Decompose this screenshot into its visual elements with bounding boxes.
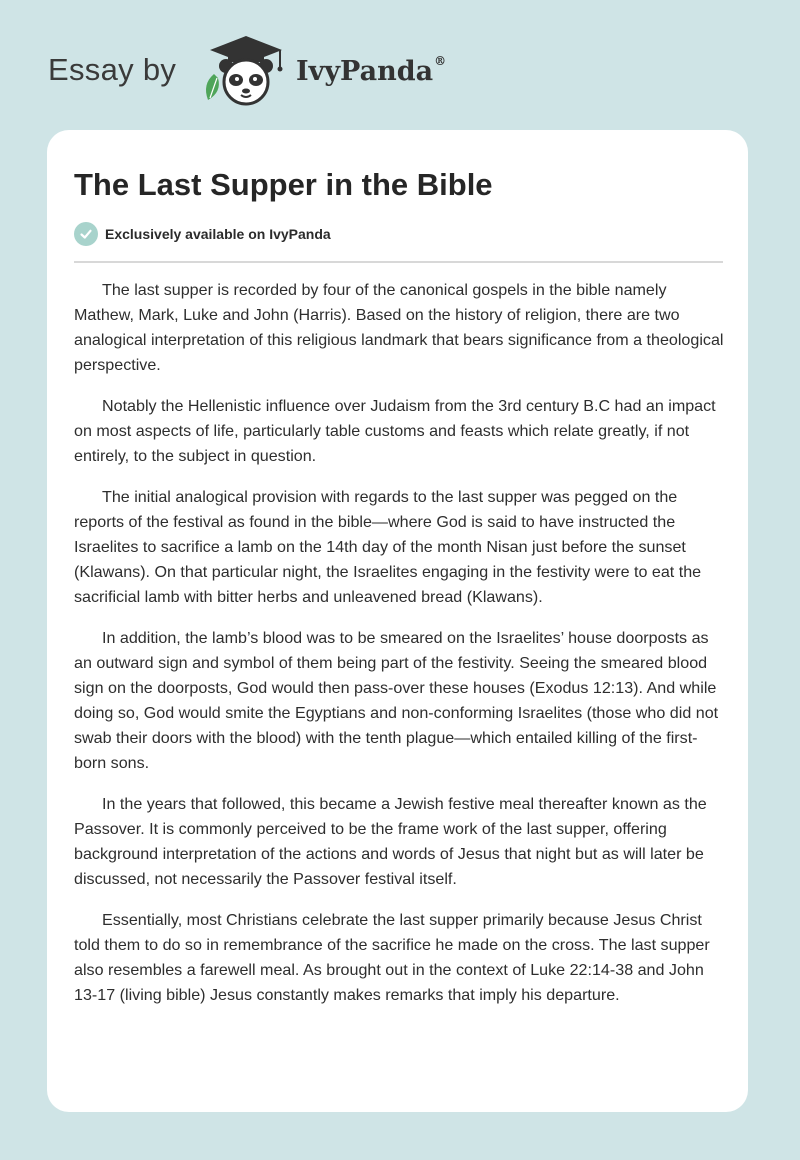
registered-mark: ® [434,54,447,68]
site-header [0,0,800,130]
essay-title: The Last Supper in the Bible [74,167,493,202]
essay-body [74,278,726,1024]
brand-name-text: IvyPanda [296,56,434,87]
panda-graduate-icon [196,34,292,108]
brand-prefix: Essay by [48,52,177,87]
title-divider [74,261,723,263]
exclusive-badge [74,222,331,246]
essay-paragraph: The initial analogical provision with regards to the last supper was pegged on the reports of the festival as found in the bible—where God is said to have instructed the Israelites to sacrifice a lamb on the 14th day of the month Nisan just before the sunset (Klawans). On that particular night, the Israelites engaging in the festivity were to eat the sacrificial lamb with bitter herbs and unleavened bread (Klawans). [74,488,702,606]
essay-paragraph: In addition, the lamb’s blood was to be smeared on the Israelites’ house doorposts as an outward sign and symbol of them being part of the festivity. Seeing the smeared blood sign on the doorposts, God would then pass-over these houses (Exodus 12:13). And while doing so, God would smite the Egyptians and non-conforming Israelites (those who did not swab their doors with the blood) with the tenth plague—which entailed killing of the first-born sons. [74,629,719,772]
exclusive-badge-label: Exclusively available on IvyPanda [105,226,331,242]
essay-paragraph: In the years that followed, this became a Jewish festive meal thereafter known as the Passover. It is commonly perceived to be the frame work of the last supper, offering background interpretation of the actions and words of Jesus that night but as will later be discussed, not necessarily the Passover festival itself. [74,795,707,888]
essay-paragraph: Essentially, most Christians celebrate the last supper primarily because Jesus Christ told them to do so in remembrance of the sacrifice he made on the cross. The last supper also resembles a farewell meal. As brought out in the context of Luke 22:14-38 and John 13-17 (living bible) Jesus constantly makes remarks that imply his departure. [74,911,710,1004]
essay-paragraph: The last supper is recorded by four of the canonical gospels in the bible namely Mathew, Mark, Luke and John (Harris). Based on the history of religion, there are two analogical interpretation of this religious landmark that bears significance from a theological perspective. [74,281,724,374]
checkmark-icon [74,222,98,246]
essay-card [47,130,748,1112]
essay-paragraph: Notably the Hellenistic influence over Judaism from the 3rd century B.C had an impact on most aspects of life, particularly table customs and feasts which relate greatly, if not entirely, to the subject in question. [74,397,716,465]
brand-name[interactable] [296,56,446,87]
